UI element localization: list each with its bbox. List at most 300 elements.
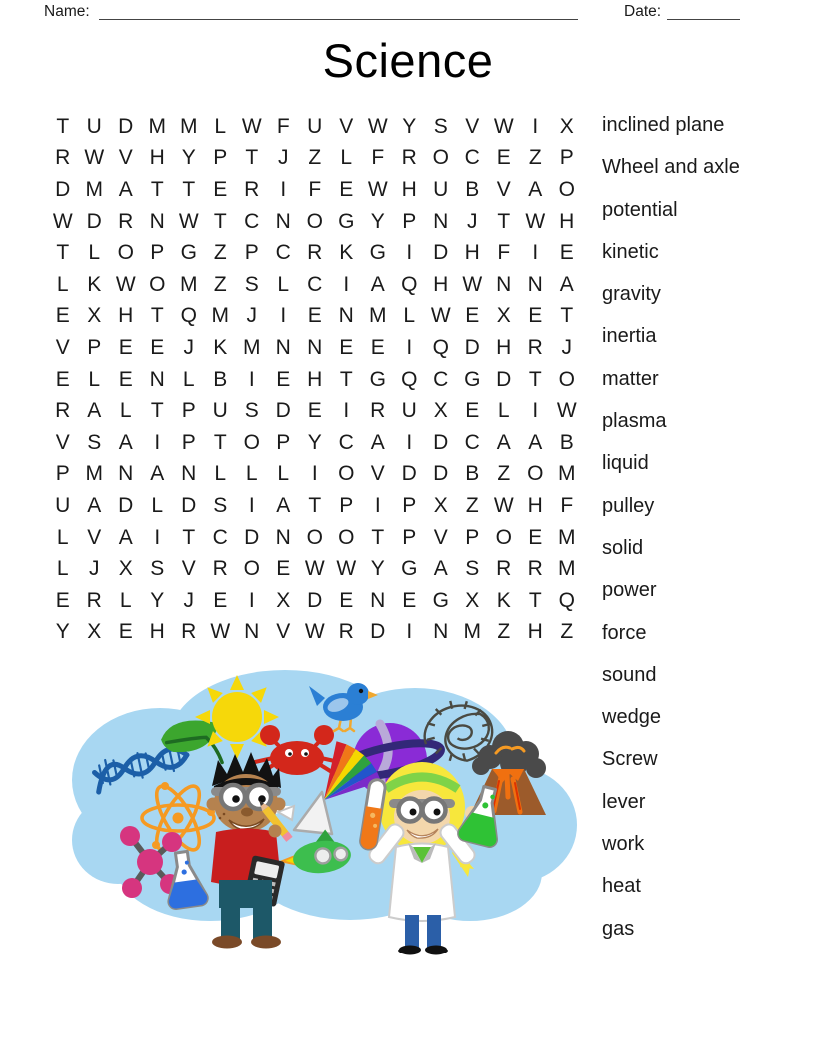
grid-cell-r4-c17: H — [559, 209, 575, 233]
grid-cell-r3-c10: E — [339, 177, 354, 201]
grid-cell-r16-c4: Y — [150, 588, 165, 612]
grid-cell-r7-c2: X — [87, 304, 102, 328]
grid-cell-r4-c9: O — [306, 209, 323, 233]
grid-cell-r4-c3: R — [118, 209, 134, 233]
grid-cell-r5-c9: R — [307, 241, 323, 265]
grid-cell-r13-c12: P — [402, 493, 417, 517]
word-list-item: lever — [602, 790, 646, 813]
grid-cell-r12-c9: I — [311, 462, 318, 486]
grid-cell-r10-c6: U — [212, 399, 228, 423]
grid-cell-r12-c4: A — [150, 462, 165, 486]
grid-cell-r7-c7: J — [246, 304, 257, 328]
grid-cell-r6-c17: A — [559, 272, 574, 296]
grid-cell-r15-c13: A — [433, 557, 448, 581]
grid-cell-r11-c14: C — [464, 430, 480, 454]
grid-cell-r3-c7: R — [244, 177, 260, 201]
grid-cell-r7-c13: W — [430, 304, 451, 328]
grid-cell-r1-c5: M — [180, 114, 198, 138]
grid-cell-r11-c11: A — [370, 430, 385, 454]
date-label: Date: — [624, 3, 662, 20]
grid-cell-r12-c16: O — [527, 462, 544, 486]
grid-cell-r16-c15: K — [496, 588, 511, 612]
grid-cell-r12-c7: L — [245, 462, 258, 486]
grid-cell-r17-c1: Y — [55, 620, 70, 644]
grid-cell-r14-c1: L — [56, 525, 69, 549]
grid-cell-r12-c15: Z — [497, 462, 511, 486]
grid-cell-r1-c15: W — [493, 114, 514, 138]
grid-cell-r5-c6: Z — [213, 241, 227, 265]
grid-cell-r3-c12: H — [401, 177, 417, 201]
grid-cell-r3-c14: B — [465, 177, 480, 201]
grid-cell-r5-c10: K — [339, 241, 354, 265]
grid-cell-r8-c7: M — [243, 335, 261, 359]
grid-cell-r2-c3: V — [118, 146, 133, 170]
grid-cell-r5-c2: L — [88, 241, 101, 265]
word-list-item: matter — [602, 367, 659, 390]
grid-cell-r10-c2: A — [87, 399, 102, 423]
grid-cell-r1-c12: Y — [402, 114, 417, 138]
grid-cell-r11-c1: V — [55, 430, 70, 454]
grid-cell-r1-c17: X — [559, 114, 574, 138]
grid-cell-r1-c16: I — [532, 114, 539, 138]
grid-cell-r10-c3: L — [119, 399, 132, 423]
grid-cell-r9-c9: H — [307, 367, 323, 391]
grid-cell-r14-c11: T — [371, 525, 385, 549]
grid-cell-r6-c4: O — [149, 272, 166, 296]
grid-cell-r11-c15: A — [496, 430, 511, 454]
grid-cell-r6-c16: N — [527, 272, 543, 296]
grid-cell-r17-c17: Z — [560, 620, 574, 644]
grid-cell-r4-c12: P — [402, 209, 417, 233]
grid-cell-r16-c12: E — [402, 588, 417, 612]
grid-cell-r8-c9: N — [307, 335, 323, 359]
grid-cell-r8-c5: J — [183, 335, 194, 359]
grid-cell-r16-c7: I — [248, 588, 255, 612]
grid-cell-r1-c3: D — [118, 114, 134, 138]
grid-cell-r10-c12: U — [401, 399, 417, 423]
grid-cell-r14-c7: D — [244, 525, 260, 549]
grid-cell-r12-c6: L — [214, 462, 227, 486]
grid-cell-r14-c2: V — [87, 525, 102, 549]
word-list-item: gravity — [602, 283, 661, 306]
grid-cell-r2-c1: R — [55, 146, 71, 170]
grid-cell-r8-c15: H — [496, 335, 512, 359]
grid-cell-r8-c17: J — [561, 335, 572, 359]
grid-cell-r8-c1: V — [55, 335, 70, 359]
grid-cell-r2-c6: P — [213, 146, 228, 170]
grid-cell-r13-c1: U — [55, 493, 71, 517]
grid-cell-r13-c11: I — [374, 493, 381, 517]
grid-cell-r6-c5: M — [180, 272, 198, 296]
grid-cell-r6-c8: L — [277, 272, 290, 296]
word-list-item: inclined plane — [602, 114, 725, 136]
grid-cell-r16-c17: Q — [558, 588, 575, 612]
grid-cell-r8-c12: I — [406, 335, 413, 359]
grid-cell-r1-c8: F — [276, 114, 290, 138]
grid-cell-r7-c12: L — [403, 304, 416, 328]
grid-cell-r15-c16: R — [527, 557, 543, 581]
grid-cell-r10-c15: L — [497, 399, 510, 423]
grid-cell-r3-c8: I — [280, 177, 287, 201]
grid-cell-r3-c16: A — [528, 177, 543, 201]
grid-cell-r6-c1: L — [56, 272, 69, 296]
grid-cell-r13-c13: X — [433, 493, 448, 517]
date-fill-line — [667, 3, 740, 20]
grid-cell-r17-c14: M — [463, 620, 481, 644]
grid-cell-r12-c5: N — [181, 462, 197, 486]
grid-cell-r3-c1: D — [55, 177, 71, 201]
grid-cell-r10-c9: E — [307, 399, 322, 423]
grid-cell-r2-c15: E — [496, 146, 511, 170]
grid-cell-r7-c4: T — [150, 304, 164, 328]
word-list-item: force — [602, 621, 647, 644]
grid-cell-r14-c6: C — [212, 525, 228, 549]
grid-cell-r13-c16: H — [527, 493, 543, 517]
grid-cell-r16-c2: R — [86, 588, 102, 612]
grid-cell-r5-c3: O — [117, 241, 134, 265]
grid-cell-r12-c14: B — [465, 462, 480, 486]
grid-cell-r14-c3: A — [118, 525, 133, 549]
grid-cell-r13-c6: S — [213, 493, 228, 517]
grid-cell-r8-c4: E — [150, 335, 165, 359]
grid-cell-r7-c1: E — [55, 304, 70, 328]
grid-cell-r16-c11: N — [370, 588, 386, 612]
grid-cell-r15-c9: W — [304, 557, 325, 581]
grid-cell-r6-c12: Q — [401, 272, 418, 296]
grid-cell-r1-c2: U — [86, 114, 102, 138]
grid-cell-r10-c10: I — [343, 399, 350, 423]
grid-cell-r11-c12: I — [406, 430, 413, 454]
grid-cell-r3-c9: F — [308, 177, 322, 201]
grid-cell-r7-c3: H — [118, 304, 134, 328]
grid-cell-r9-c3: E — [118, 367, 133, 391]
grid-cell-r2-c9: Z — [308, 146, 322, 170]
grid-cell-r7-c11: M — [369, 304, 387, 328]
grid-cell-r5-c17: E — [559, 241, 574, 265]
grid-cell-r8-c16: R — [527, 335, 543, 359]
word-list-item: sound — [602, 663, 657, 686]
grid-cell-r16-c16: T — [528, 588, 542, 612]
grid-cell-r17-c3: E — [118, 620, 133, 644]
grid-cell-r3-c2: M — [85, 177, 103, 201]
grid-cell-r13-c9: T — [308, 493, 322, 517]
grid-cell-r1-c10: V — [339, 114, 354, 138]
grid-cell-r2-c5: Y — [181, 146, 196, 170]
grid-cell-r8-c11: E — [370, 335, 385, 359]
grid-cell-r3-c4: T — [150, 177, 164, 201]
word-search-grid — [47, 111, 583, 648]
grid-cell-r11-c6: T — [213, 430, 227, 454]
grid-cell-r9-c11: G — [369, 367, 386, 391]
grid-cell-r4-c8: N — [275, 209, 291, 233]
grid-cell-r1-c4: M — [148, 114, 166, 138]
grid-cell-r2-c7: T — [245, 146, 259, 170]
grid-cell-r9-c6: B — [213, 367, 228, 391]
grid-cell-r4-c14: J — [467, 209, 478, 233]
grid-cell-r12-c13: D — [433, 462, 449, 486]
grid-cell-r8-c8: N — [275, 335, 291, 359]
grid-cell-r3-c11: W — [367, 177, 388, 201]
word-list-item: power — [602, 579, 657, 602]
grid-cell-r3-c3: A — [118, 177, 133, 201]
grid-cell-r3-c6: E — [213, 177, 228, 201]
grid-cell-r15-c1: L — [56, 557, 69, 581]
grid-cell-r17-c13: N — [433, 620, 449, 644]
grid-cell-r6-c10: I — [343, 272, 350, 296]
grid-cell-r1-c14: V — [465, 114, 480, 138]
grid-cell-r6-c11: A — [370, 272, 385, 296]
grid-cell-r14-c17: M — [558, 525, 576, 549]
grid-cell-r4-c6: T — [213, 209, 227, 233]
grid-cell-r4-c11: Y — [370, 209, 385, 233]
grid-cell-r10-c4: T — [150, 399, 164, 423]
grid-cell-r5-c15: F — [497, 241, 511, 265]
grid-cell-r14-c5: T — [182, 525, 196, 549]
grid-cell-r4-c16: W — [525, 209, 546, 233]
word-list-item: potential — [602, 198, 678, 221]
grid-cell-r2-c2: W — [84, 146, 105, 170]
grid-cell-r17-c7: N — [244, 620, 260, 644]
grid-cell-r10-c13: X — [433, 399, 448, 423]
grid-cell-r11-c5: P — [181, 430, 196, 454]
grid-cell-r5-c1: T — [56, 241, 70, 265]
grid-cell-r17-c2: X — [87, 620, 102, 644]
word-list-item: pulley — [602, 494, 655, 517]
grid-cell-r4-c4: N — [149, 209, 165, 233]
grid-cell-r5-c13: D — [433, 241, 449, 265]
grid-cell-r5-c14: H — [464, 241, 480, 265]
grid-cell-r3-c15: V — [496, 177, 511, 201]
grid-cell-r6-c13: H — [433, 272, 449, 296]
grid-cell-r7-c8: I — [280, 304, 287, 328]
grid-cell-r16-c8: X — [276, 588, 291, 612]
grid-cell-r12-c11: V — [370, 462, 385, 486]
grid-cell-r1-c1: T — [56, 114, 70, 138]
grid-cell-r9-c13: C — [433, 367, 449, 391]
grid-cell-r6-c7: S — [244, 272, 259, 296]
word-list-item: Wheel and axle — [602, 156, 740, 179]
grid-cell-r4-c5: W — [178, 209, 199, 233]
grid-cell-r17-c8: V — [276, 620, 291, 644]
grid-cell-r13-c7: I — [248, 493, 255, 517]
grid-cell-r14-c14: P — [465, 525, 480, 549]
word-list-item: gas — [602, 917, 635, 940]
grid-cell-r10-c8: D — [275, 399, 291, 423]
grid-cell-r11-c13: D — [433, 430, 449, 454]
name-fill-line — [99, 3, 578, 20]
grid-cell-r15-c14: S — [465, 557, 480, 581]
grid-cell-r10-c14: E — [465, 399, 480, 423]
word-list-item: liquid — [602, 452, 649, 475]
grid-cell-r5-c7: P — [244, 241, 259, 265]
grid-cell-r11-c2: S — [87, 430, 102, 454]
grid-cell-r14-c13: V — [433, 525, 448, 549]
grid-cell-r7-c17: T — [560, 304, 574, 328]
grid-cell-r1-c11: W — [367, 114, 388, 138]
grid-cell-r13-c14: Z — [465, 493, 479, 517]
grid-cell-r13-c17: F — [560, 493, 574, 517]
grid-cell-r2-c4: H — [149, 146, 165, 170]
grid-cell-r2-c10: L — [340, 146, 353, 170]
grid-cell-r13-c8: A — [276, 493, 291, 517]
grid-cell-r15-c17: M — [558, 557, 576, 581]
grid-cell-r15-c10: W — [336, 557, 357, 581]
grid-cell-r12-c1: P — [55, 462, 70, 486]
grid-cell-r16-c5: J — [183, 588, 194, 612]
grid-cell-r2-c16: Z — [528, 146, 542, 170]
grid-cell-r7-c14: E — [465, 304, 480, 328]
grid-cell-r16-c14: X — [465, 588, 480, 612]
grid-cell-r17-c10: R — [338, 620, 354, 644]
grid-cell-r4-c1: W — [52, 209, 73, 233]
grid-cell-r5-c16: I — [532, 241, 539, 265]
science-illustration — [60, 660, 580, 960]
grid-cell-r14-c9: O — [306, 525, 323, 549]
name-label: Name: — [44, 3, 90, 20]
grid-cell-r17-c15: Z — [497, 620, 511, 644]
grid-cell-r9-c5: L — [182, 367, 195, 391]
grid-cell-r1-c6: L — [214, 114, 227, 138]
grid-cell-r10-c1: R — [55, 399, 71, 423]
word-list-item: wedge — [602, 706, 661, 729]
grid-cell-r14-c15: O — [495, 525, 512, 549]
grid-cell-r17-c4: H — [149, 620, 165, 644]
word-list-item: inertia — [602, 325, 657, 348]
grid-cell-r15-c12: G — [401, 557, 418, 581]
grid-cell-r9-c17: O — [558, 367, 575, 391]
grid-cell-r6-c2: K — [87, 272, 102, 296]
grid-cell-r1-c13: S — [433, 114, 448, 138]
grid-cell-r9-c10: T — [339, 367, 353, 391]
grid-cell-r13-c10: P — [339, 493, 354, 517]
grid-cell-r2-c17: P — [559, 146, 574, 170]
grid-cell-r14-c8: N — [275, 525, 291, 549]
grid-cell-r11-c3: A — [118, 430, 133, 454]
grid-cell-r11-c7: O — [243, 430, 260, 454]
grid-cell-r2-c14: C — [464, 146, 480, 170]
puzzle-title: Science — [322, 34, 494, 87]
grid-cell-r15-c8: E — [276, 557, 291, 581]
grid-cell-r13-c15: W — [493, 493, 514, 517]
grid-cell-r1-c7: W — [241, 114, 262, 138]
word-list-item: plasma — [602, 410, 667, 433]
grid-cell-r9-c2: L — [88, 367, 101, 391]
grid-cell-r15-c4: S — [150, 557, 165, 581]
grid-cell-r2-c13: O — [432, 146, 449, 170]
grid-cell-r3-c5: T — [182, 177, 196, 201]
grid-cell-r13-c3: D — [118, 493, 134, 517]
grid-cell-r11-c9: Y — [307, 430, 322, 454]
word-list-item: kinetic — [602, 240, 659, 263]
grid-cell-r16-c3: L — [119, 588, 132, 612]
grid-cell-r13-c2: A — [87, 493, 102, 517]
grid-cell-r14-c12: P — [402, 525, 417, 549]
grid-cell-r5-c4: P — [150, 241, 165, 265]
grid-cell-r16-c6: E — [213, 588, 228, 612]
grid-cell-r5-c8: C — [275, 241, 291, 265]
grid-cell-r16-c13: G — [432, 588, 449, 612]
grid-cell-r8-c10: E — [339, 335, 354, 359]
grid-cell-r3-c17: O — [558, 177, 575, 201]
grid-cell-r15-c5: V — [181, 557, 196, 581]
grid-cell-r4-c7: C — [244, 209, 260, 233]
word-list-item: work — [602, 833, 645, 856]
grid-cell-r10-c11: R — [370, 399, 386, 423]
grid-cell-r17-c5: R — [181, 620, 197, 644]
grid-cell-r6-c14: W — [462, 272, 483, 296]
grid-cell-r14-c10: O — [338, 525, 355, 549]
grid-cell-r10-c5: P — [181, 399, 196, 423]
grid-cell-r7-c5: Q — [180, 304, 197, 328]
grid-cell-r11-c17: B — [559, 430, 574, 454]
grid-cell-r12-c10: O — [338, 462, 355, 486]
grid-cell-r17-c6: W — [210, 620, 231, 644]
grid-cell-r9-c15: D — [496, 367, 512, 391]
grid-cell-r11-c16: A — [528, 430, 543, 454]
grid-cell-r7-c6: M — [211, 304, 229, 328]
grid-cell-r7-c15: X — [496, 304, 511, 328]
word-list — [602, 104, 740, 950]
grid-cell-r5-c5: G — [180, 241, 197, 265]
grid-cell-r17-c16: H — [527, 620, 543, 644]
grid-cell-r5-c12: I — [406, 241, 413, 265]
grid-cell-r7-c9: E — [307, 304, 322, 328]
grid-cell-r10-c16: I — [532, 399, 539, 423]
grid-cell-r9-c7: I — [248, 367, 255, 391]
grid-cell-r8-c13: Q — [432, 335, 449, 359]
grid-cell-r13-c5: D — [181, 493, 197, 517]
grid-cell-r9-c1: E — [55, 367, 70, 391]
grid-cell-r11-c4: I — [154, 430, 161, 454]
grid-cell-r11-c8: P — [276, 430, 291, 454]
grid-cell-r10-c17: W — [556, 399, 577, 423]
grid-cell-r14-c16: E — [528, 525, 543, 549]
grid-cell-r15-c7: O — [243, 557, 260, 581]
grid-cell-r14-c4: I — [154, 525, 161, 549]
grid-cell-r15-c2: J — [89, 557, 100, 581]
grid-cell-r3-c13: U — [433, 177, 449, 201]
grid-cell-r4-c2: D — [86, 209, 102, 233]
sun-icon — [195, 675, 279, 759]
grid-cell-r2-c12: R — [401, 146, 417, 170]
grid-cell-r16-c9: D — [307, 588, 323, 612]
grid-cell-r9-c16: T — [528, 367, 542, 391]
grid-cell-r7-c10: N — [338, 304, 354, 328]
grid-cell-r16-c1: E — [55, 588, 70, 612]
grid-cell-r15-c11: Y — [370, 557, 385, 581]
grid-cell-r15-c6: R — [212, 557, 228, 581]
grid-cell-r15-c15: R — [496, 557, 512, 581]
grid-cell-r9-c14: G — [464, 367, 481, 391]
grid-cell-r6-c15: N — [496, 272, 512, 296]
grid-cell-r6-c6: Z — [213, 272, 227, 296]
grid-cell-r17-c9: W — [304, 620, 325, 644]
grid-cell-r8-c2: P — [87, 335, 102, 359]
grid-cell-r2-c8: J — [278, 146, 289, 170]
word-list-item: Screw — [602, 748, 658, 771]
grid-cell-r15-c3: X — [118, 557, 133, 581]
grid-cell-r8-c6: K — [213, 335, 228, 359]
grid-cell-r7-c16: E — [528, 304, 543, 328]
grid-cell-r12-c12: D — [401, 462, 417, 486]
grid-cell-r9-c12: Q — [401, 367, 418, 391]
grid-cell-r12-c2: M — [85, 462, 103, 486]
grid-cell-r4-c13: N — [433, 209, 449, 233]
grid-cell-r12-c8: L — [277, 462, 290, 486]
word-list-item: heat — [602, 875, 641, 898]
grid-cell-r10-c7: S — [244, 399, 259, 423]
grid-cell-r6-c3: W — [115, 272, 136, 296]
